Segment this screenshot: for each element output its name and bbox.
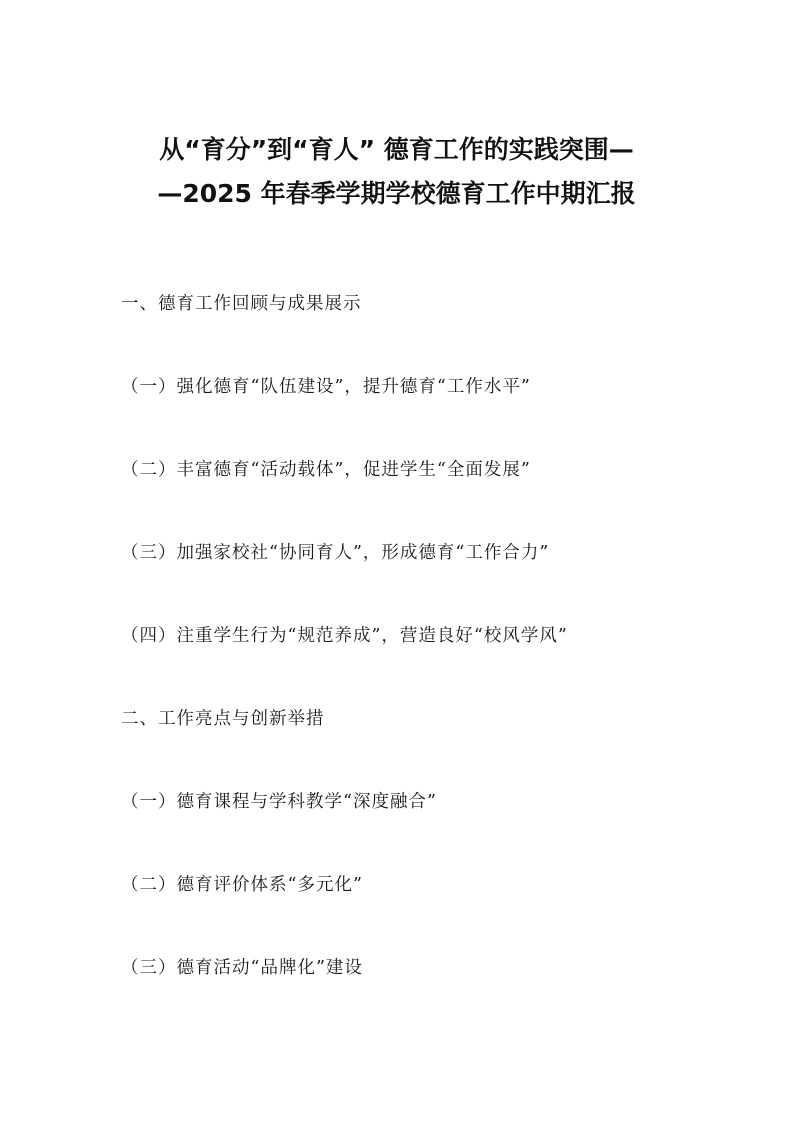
title-line-1: 从“育分”到“育人” 德育工作的实践突围— [159,135,634,164]
subsection-2-1: （一）德育课程与学科教学“深度融合” [121,792,437,812]
subsection-2-3: （三）德育活动“品牌化”建设 [121,958,363,978]
title-line-2: —2025 年春季学期学校德育工作中期汇报 [157,179,636,208]
subsection-1-1: （一）强化德育“队伍建设”，提升德育“工作水平” [121,377,531,397]
subsection-1-2: （二）丰富德育“活动载体”，促进学生“全面发展” [121,460,531,480]
section-heading-2: 二、工作亮点与创新举措 [121,709,325,729]
subsection-2-2: （二）德育评价体系“多元化” [121,875,363,895]
subsection-1-3: （三）加强家校社“协同育人”，形成德育“工作合力” [121,543,550,563]
subsection-1-4: （四）注重学生行为“规范养成”，营造良好“校风学风” [121,626,568,646]
section-heading-1: 一、德育工作回顾与成果展示 [121,294,362,314]
